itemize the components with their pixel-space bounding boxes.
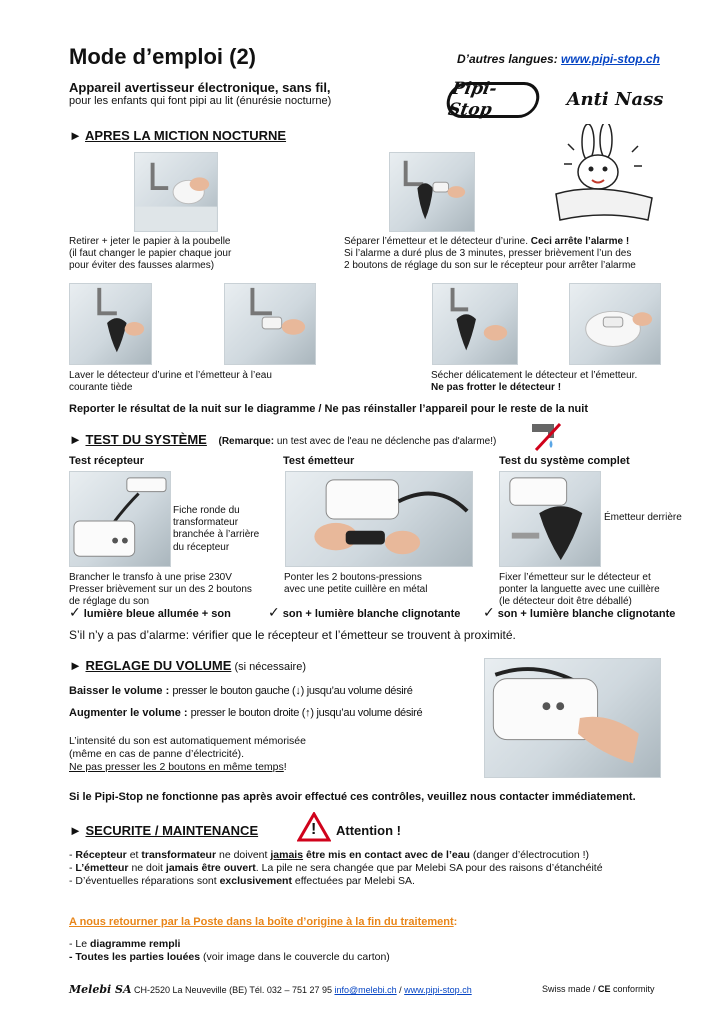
section-system-test-title: TEST DU SYSTÈME xyxy=(85,432,207,447)
transmitter-test-instructions xyxy=(284,572,427,596)
volume-up-text: presser le bouton droite (↑) jusqu’au volume désiré xyxy=(190,707,423,719)
anti-nass-logo xyxy=(566,84,664,116)
other-languages xyxy=(457,52,660,67)
anti-nass-logo-text: Anti Nass xyxy=(566,89,664,111)
return-1-b: diagramme rempli xyxy=(90,938,181,950)
section-volume-title: REGLAGE DU VOLUME xyxy=(85,658,232,673)
transmitter-test-line2: avec une petite cuillère en métal xyxy=(284,584,428,596)
photo-full-system-test xyxy=(499,471,601,567)
step-separate-text xyxy=(344,236,636,273)
result-full-system xyxy=(483,604,675,621)
receiver-caption-line4: du récepteur xyxy=(173,541,230,553)
arrow-icon: ► xyxy=(69,823,82,838)
transmitter-behind-caption: Émetteur derrière xyxy=(604,512,682,523)
return-heading xyxy=(69,916,457,929)
volume-memory-line2: (même en cas de panne d’électricité). xyxy=(69,747,245,760)
receiver-icon xyxy=(70,472,170,566)
result-transmitter xyxy=(268,604,460,621)
safety-1-b: Récepteur xyxy=(75,849,127,861)
footer-email-link[interactable]: info@melebi.ch xyxy=(334,985,397,995)
photo-transmitter-test xyxy=(285,471,473,567)
arrow-icon: ► xyxy=(69,432,82,447)
receiver-caption-line2: transformateur xyxy=(173,517,239,529)
step-separate-line1b: Ceci arrête l’alarme ! xyxy=(530,236,630,247)
volume-memory-line1: L’intensité du son est automatiquement mémorisée xyxy=(69,735,306,747)
receiver-test-line1: Brancher le transfo à une prise 230V xyxy=(69,572,232,583)
photo-wash-2 xyxy=(224,283,316,365)
step-remove-paper-line3: pour éviter des fausses alarmes) xyxy=(69,260,215,272)
remark-label: (Remarque: xyxy=(218,436,275,447)
no-alarm-note: S’il n’y a pas d’alarme: vérifier que le récepteur et l’émetteur se trouvent à proximité. xyxy=(69,628,516,642)
section-after-night-heading xyxy=(69,128,286,144)
volume-memory-note xyxy=(69,735,306,773)
subtitle-2: pour les enfants qui font pipi au lit (énurésie nocturne) xyxy=(69,95,332,107)
photo-receiver-test xyxy=(69,471,171,567)
rabbit-illustration xyxy=(548,124,660,224)
footer-web-link[interactable]: www.pipi-stop.ch xyxy=(404,985,472,995)
other-languages-link[interactable]: www.pipi-stop.ch xyxy=(561,52,660,66)
footer-made-c: conformity xyxy=(610,984,655,994)
receiver-caption-line1: Fiche ronde du xyxy=(173,505,240,516)
footer-contact xyxy=(69,983,472,996)
full-test-line3: (le détecteur doit être déballé) xyxy=(499,596,632,608)
footer-made-a: Swiss made / xyxy=(542,984,599,994)
step-remove-paper-text xyxy=(69,236,231,273)
rabbit-icon xyxy=(548,124,660,224)
step-dry-line2: Ne pas frotter le détecteur ! xyxy=(431,382,562,394)
safety-2-e: . La pile ne sera changée que par Melebi SA pour des raisons d’étanchéité xyxy=(255,861,603,874)
arrow-icon: ► xyxy=(69,128,82,143)
safety-3-c: effectuées par Melebi SA. xyxy=(291,874,415,887)
pipi-stop-logo-text: Pipi-Stop xyxy=(446,79,499,120)
footer-made-b: CE xyxy=(598,984,611,994)
volume-memory-line3 xyxy=(69,761,306,774)
safety-item-1 xyxy=(69,849,603,862)
photo-wash-1 xyxy=(69,283,152,365)
page-title: Mode d’emploi (2) xyxy=(69,44,256,69)
test-receiver-heading: Test récepteur xyxy=(69,455,144,467)
step-separate-line2: Si l’alarme a duré plus de 3 minutes, presser brièvement l’un des xyxy=(344,248,632,260)
receiver-caption xyxy=(173,505,259,554)
section-after-night-title: APRES LA MICTION NOCTURNE xyxy=(85,128,287,143)
result-receiver-text: lumière bleue allumée + son xyxy=(83,608,231,620)
volume-up-label: Augmenter le volume : xyxy=(69,707,191,719)
section-system-test-heading xyxy=(69,432,496,448)
safety-list xyxy=(69,849,603,887)
section-volume-note: (si nécessaire) xyxy=(231,661,306,673)
safety-1-h: (danger d’électrocution !) xyxy=(469,849,590,861)
return-2-b: (voir image dans le couvercle du carton) xyxy=(200,950,390,963)
pipi-stop-logo xyxy=(444,79,542,120)
safety-2-b: L’émetteur xyxy=(75,861,129,874)
return-item-2 xyxy=(69,951,390,964)
safety-2-c: ne doit xyxy=(128,861,166,874)
footer-brand: Melebi SA xyxy=(69,983,132,996)
checkmark-icon: ✓ xyxy=(483,604,495,620)
sink-faucet-icon xyxy=(135,153,217,231)
return-heading-text: A nous retourner par la Poste dans la boîte d’origine à la fin du traitement xyxy=(69,916,454,928)
receiver-buttons-icon xyxy=(485,659,660,777)
result-transmitter-text: son + lumière blanche clignotante xyxy=(282,608,461,620)
return-heading-end: : xyxy=(453,916,458,928)
photo-dry-1 xyxy=(432,283,518,365)
volume-up xyxy=(69,707,422,720)
safety-item-2 xyxy=(69,862,603,875)
faucet-icon xyxy=(225,284,315,364)
photo-separate-transmitter xyxy=(389,152,475,232)
return-1-a: - Le xyxy=(69,938,91,950)
checkmark-icon: ✓ xyxy=(69,604,81,620)
towel-icon xyxy=(570,284,660,364)
full-test-line2: ponter la languette avec une cuillère xyxy=(499,584,660,596)
remark-text: un test avec de l'eau ne déclenche pas d'alarme!) xyxy=(274,436,497,447)
return-item-1 xyxy=(69,938,390,951)
subtitle: Appareil avertisseur électronique, sans fil, xyxy=(69,80,331,95)
faucet-icon xyxy=(433,284,517,364)
arrow-icon: ► xyxy=(69,658,82,673)
step-separate-line3: 2 boutons de réglage du son sur le récepteur pour arrêter l’alarme xyxy=(344,260,636,272)
safety-3-b: exclusivement xyxy=(219,874,292,887)
safety-3-a: - D’éventuelles réparations sont xyxy=(69,874,220,887)
step-remove-paper-line1: Retirer + jeter le papier à la poubelle xyxy=(69,236,231,247)
volume-down-label: Baisser le volume : xyxy=(69,685,173,697)
volume-down-text: presser le bouton gauche (↓) jusqu’au volume désiré xyxy=(172,685,413,697)
volume-memory-line3-text: Ne pas presser les 2 boutons en même temps xyxy=(69,760,284,773)
step-wash-text xyxy=(69,370,272,394)
safety-1-c: et xyxy=(126,849,142,861)
safety-1-d: transformateur xyxy=(141,849,217,861)
faucet-icon xyxy=(70,284,151,364)
safety-2-d: jamais être ouvert xyxy=(165,861,256,874)
section-safety-title: SECURITE / MAINTENANCE xyxy=(85,823,259,838)
step-remove-paper-line2: (il faut changer le papier chaque jour xyxy=(69,248,232,260)
detector-transmitter-icon xyxy=(390,153,474,231)
footer-separator: / xyxy=(396,985,405,995)
transmitter-icon xyxy=(286,472,472,566)
safety-1-g: être mis en contact avec de l’eau xyxy=(303,849,470,861)
return-list xyxy=(69,938,390,964)
safety-item-3 xyxy=(69,875,603,888)
receiver-test-line3: de réglage du son xyxy=(69,596,150,608)
receiver-caption-line3: branchée à l’arrière xyxy=(173,529,260,541)
photo-volume-buttons xyxy=(484,658,661,778)
step-dry-line1: Sécher délicatement le détecteur et l’émetteur. xyxy=(431,370,638,381)
warning-symbol: ! xyxy=(311,821,317,838)
safety-2-a: - xyxy=(69,861,76,874)
step-dry-text xyxy=(431,370,637,394)
warning-icon xyxy=(297,812,331,842)
return-2-a: - Toutes les parties louées xyxy=(69,950,201,963)
result-receiver xyxy=(69,604,231,621)
attention-label: Attention ! xyxy=(336,823,401,838)
result-full-system-text: son + lumière blanche clignotante xyxy=(497,608,676,620)
checkmark-icon: ✓ xyxy=(268,604,280,620)
volume-down xyxy=(69,685,413,698)
volume-memory-line3-end: ! xyxy=(283,760,287,773)
test-full-system-heading: Test du système complet xyxy=(499,455,630,467)
no-water-icon xyxy=(528,418,564,454)
section-volume-heading xyxy=(69,658,306,674)
step-wash-line1: Laver le détecteur d’urine et l’émetteur à l’eau xyxy=(69,370,272,381)
safety-1-f: jamais xyxy=(270,849,304,861)
photo-dry-2 xyxy=(569,283,661,365)
other-languages-label: D’autres langues: xyxy=(457,52,562,66)
footer-address: CH-2520 La Neuveville (BE) Tél. 032 – 751 27 95 xyxy=(131,985,335,995)
safety-1-a: - xyxy=(69,849,76,861)
receiver-test-line2: Presser brièvement sur un des 2 boutons xyxy=(69,584,252,596)
report-note: Reporter le résultat de la nuit sur le diagramme / Ne pas réinstaller l’appareil pour le reste de la nuit xyxy=(69,403,588,415)
full-test-line1: Fixer l’émetteur sur le détecteur et xyxy=(499,572,651,583)
detector-icon xyxy=(500,472,600,566)
test-transmitter-heading: Test émetteur xyxy=(283,455,355,467)
footer-made xyxy=(542,984,655,995)
section-safety-heading xyxy=(69,823,258,839)
transmitter-test-line1: Ponter les 2 boutons-pressions xyxy=(284,572,422,583)
step-separate-line1a: Séparer l’émetteur et le détecteur d’urine. xyxy=(344,236,531,247)
step-wash-line2: courante tiède xyxy=(69,382,133,394)
safety-1-e: ne doivent xyxy=(216,849,271,861)
contact-note: Si le Pipi-Stop ne fonctionne pas après avoir effectué ces contrôles, veuillez nous contacter immédiatement. xyxy=(69,791,636,803)
photo-remove-paper xyxy=(134,152,218,232)
step-separate-line1 xyxy=(344,236,636,248)
